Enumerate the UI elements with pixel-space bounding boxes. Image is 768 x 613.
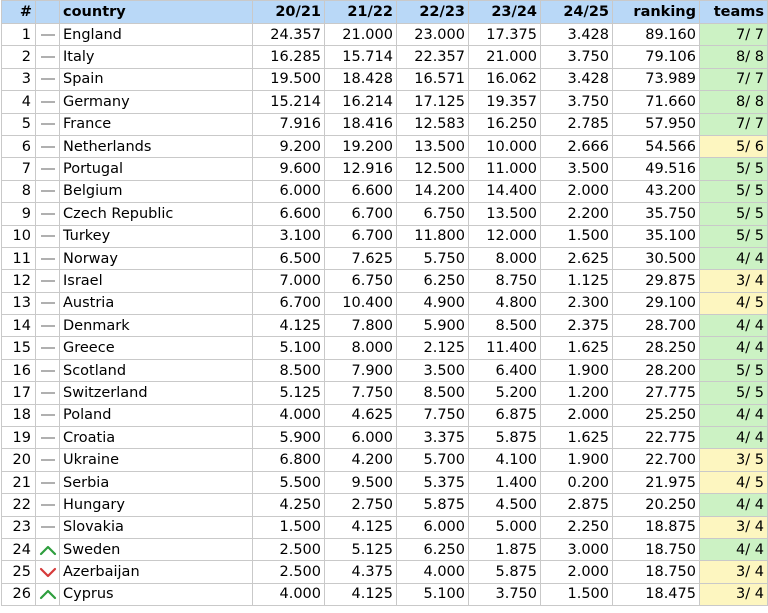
cell-teams: 3/ 4	[700, 583, 768, 605]
cell-rank: 25	[2, 561, 36, 583]
header-teams[interactable]: teams	[700, 1, 768, 24]
cell-teams: 7/ 7	[700, 113, 768, 135]
table-row	[2, 427, 768, 449]
arrow-down-icon	[36, 561, 60, 583]
cell-season-2425: 2.250	[541, 516, 613, 538]
cell-rank: 13	[2, 292, 36, 314]
cell-season-2223: 7.750	[397, 404, 469, 426]
cell-season-2425: 2.000	[541, 561, 613, 583]
cell-season-2122: 4.125	[325, 583, 397, 605]
cell-season-2122: 9.500	[325, 471, 397, 493]
cell-season-2021: 5.100	[253, 337, 325, 359]
table-row	[2, 203, 768, 225]
cell-season-2021: 8.500	[253, 359, 325, 381]
cell-season-2021: 5.125	[253, 382, 325, 404]
cell-season-2425: 2.300	[541, 292, 613, 314]
table-row	[2, 24, 768, 46]
cell-season-2425: 2.666	[541, 135, 613, 157]
header-trend	[36, 1, 60, 24]
cell-teams: 5/ 6	[700, 135, 768, 157]
cell-ranking: 28.200	[613, 359, 700, 381]
cell-country[interactable]: England	[60, 24, 253, 46]
cell-season-2223: 12.500	[397, 158, 469, 180]
no-change-icon	[36, 203, 60, 225]
cell-season-2122: 6.700	[325, 203, 397, 225]
cell-season-2021: 6.600	[253, 203, 325, 225]
cell-season-2122: 7.900	[325, 359, 397, 381]
cell-season-2122: 7.625	[325, 247, 397, 269]
cell-season-2021: 3.100	[253, 225, 325, 247]
cell-season-2425: 1.625	[541, 337, 613, 359]
table-row	[2, 247, 768, 269]
cell-season-2021: 6.500	[253, 247, 325, 269]
cell-country[interactable]: Italy	[60, 46, 253, 68]
cell-country[interactable]: Netherlands	[60, 135, 253, 157]
cell-ranking: 57.950	[613, 113, 700, 135]
cell-season-2223: 4.900	[397, 292, 469, 314]
cell-season-2223: 8.500	[397, 382, 469, 404]
cell-country[interactable]: Greece	[60, 337, 253, 359]
cell-season-2223: 5.900	[397, 315, 469, 337]
cell-season-2122: 6.000	[325, 427, 397, 449]
table-row	[2, 516, 768, 538]
table-row	[2, 471, 768, 493]
cell-season-2223: 6.000	[397, 516, 469, 538]
cell-season-2021: 7.916	[253, 113, 325, 135]
no-change-icon	[36, 337, 60, 359]
cell-ranking: 22.775	[613, 427, 700, 449]
table-row	[2, 135, 768, 157]
cell-season-2324: 6.875	[469, 404, 541, 426]
cell-ranking: 71.660	[613, 91, 700, 113]
cell-rank: 3	[2, 68, 36, 90]
table-row	[2, 538, 768, 560]
cell-teams: 5/ 5	[700, 203, 768, 225]
cell-season-2223: 5.100	[397, 583, 469, 605]
ranking-table	[1, 0, 768, 606]
cell-country[interactable]: Slovakia	[60, 516, 253, 538]
cell-season-2122: 5.125	[325, 538, 397, 560]
cell-season-2122: 4.200	[325, 449, 397, 471]
cell-season-2021: 6.800	[253, 449, 325, 471]
header-season-2122[interactable]: 21/22	[325, 1, 397, 24]
cell-season-2223: 6.250	[397, 270, 469, 292]
header-rank[interactable]: #	[2, 1, 36, 24]
cell-teams: 5/ 5	[700, 225, 768, 247]
cell-season-2122: 7.800	[325, 315, 397, 337]
table-row	[2, 180, 768, 202]
cell-season-2324: 8.750	[469, 270, 541, 292]
cell-season-2122: 2.750	[325, 494, 397, 516]
cell-season-2021: 6.700	[253, 292, 325, 314]
no-change-icon	[36, 158, 60, 180]
no-change-icon	[36, 225, 60, 247]
cell-teams: 8/ 8	[700, 91, 768, 113]
cell-ranking: 29.875	[613, 270, 700, 292]
cell-country[interactable]: Poland	[60, 404, 253, 426]
cell-season-2021: 2.500	[253, 538, 325, 560]
cell-season-2324: 8.500	[469, 315, 541, 337]
cell-season-2223: 3.500	[397, 359, 469, 381]
cell-country[interactable]: Serbia	[60, 471, 253, 493]
no-change-icon	[36, 516, 60, 538]
cell-season-2122: 6.600	[325, 180, 397, 202]
cell-rank: 26	[2, 583, 36, 605]
no-change-icon	[36, 91, 60, 113]
cell-country[interactable]: Germany	[60, 91, 253, 113]
cell-ranking: 29.100	[613, 292, 700, 314]
cell-season-2223: 23.000	[397, 24, 469, 46]
cell-teams: 4/ 4	[700, 315, 768, 337]
cell-ranking: 28.250	[613, 337, 700, 359]
cell-season-2324: 11.400	[469, 337, 541, 359]
cell-season-2324: 5.200	[469, 382, 541, 404]
cell-ranking: 35.750	[613, 203, 700, 225]
cell-season-2122: 8.000	[325, 337, 397, 359]
cell-season-2324: 6.400	[469, 359, 541, 381]
cell-teams: 4/ 4	[700, 337, 768, 359]
cell-ranking: 20.250	[613, 494, 700, 516]
table-row	[2, 270, 768, 292]
cell-country[interactable]: Czech Republic	[60, 203, 253, 225]
cell-season-2425: 2.625	[541, 247, 613, 269]
cell-season-2122: 4.125	[325, 516, 397, 538]
cell-teams: 8/ 8	[700, 46, 768, 68]
table-row	[2, 404, 768, 426]
cell-ranking: 21.975	[613, 471, 700, 493]
no-change-icon	[36, 46, 60, 68]
cell-season-2122: 4.625	[325, 404, 397, 426]
cell-rank: 6	[2, 135, 36, 157]
cell-teams: 4/ 4	[700, 538, 768, 560]
cell-ranking: 89.160	[613, 24, 700, 46]
table-row	[2, 68, 768, 90]
cell-rank: 1	[2, 24, 36, 46]
cell-season-2223: 5.700	[397, 449, 469, 471]
cell-season-2021: 1.500	[253, 516, 325, 538]
cell-season-2223: 2.125	[397, 337, 469, 359]
cell-season-2324: 19.357	[469, 91, 541, 113]
cell-season-2324: 17.375	[469, 24, 541, 46]
cell-season-2223: 4.000	[397, 561, 469, 583]
cell-teams: 7/ 7	[700, 24, 768, 46]
cell-rank: 5	[2, 113, 36, 135]
cell-season-2223: 5.375	[397, 471, 469, 493]
cell-ranking: 18.750	[613, 561, 700, 583]
table-row	[2, 561, 768, 583]
cell-season-2021: 2.500	[253, 561, 325, 583]
table-row	[2, 494, 768, 516]
cell-season-2324: 16.062	[469, 68, 541, 90]
cell-rank: 8	[2, 180, 36, 202]
cell-teams: 5/ 5	[700, 158, 768, 180]
cell-season-2425: 3.428	[541, 24, 613, 46]
cell-country[interactable]: Azerbaijan	[60, 561, 253, 583]
no-change-icon	[36, 68, 60, 90]
cell-season-2021: 4.250	[253, 494, 325, 516]
cell-season-2425: 1.900	[541, 359, 613, 381]
cell-teams: 4/ 4	[700, 247, 768, 269]
cell-rank: 9	[2, 203, 36, 225]
cell-season-2425: 2.000	[541, 404, 613, 426]
cell-season-2122: 12.916	[325, 158, 397, 180]
cell-season-2324: 5.875	[469, 561, 541, 583]
no-change-icon	[36, 247, 60, 269]
no-change-icon	[36, 382, 60, 404]
cell-rank: 10	[2, 225, 36, 247]
cell-season-2425: 1.500	[541, 225, 613, 247]
cell-country[interactable]: Turkey	[60, 225, 253, 247]
arrow-up-icon	[36, 538, 60, 560]
cell-rank: 18	[2, 404, 36, 426]
cell-season-2021: 24.357	[253, 24, 325, 46]
table-row	[2, 359, 768, 381]
cell-ranking: 18.875	[613, 516, 700, 538]
cell-season-2223: 3.375	[397, 427, 469, 449]
cell-season-2425: 2.375	[541, 315, 613, 337]
cell-teams: 5/ 5	[700, 382, 768, 404]
cell-season-2021: 16.285	[253, 46, 325, 68]
cell-season-2324: 4.100	[469, 449, 541, 471]
cell-season-2223: 6.250	[397, 538, 469, 560]
cell-country[interactable]: Spain	[60, 68, 253, 90]
cell-season-2021: 4.000	[253, 404, 325, 426]
cell-season-2425: 3.428	[541, 68, 613, 90]
cell-country[interactable]: Denmark	[60, 315, 253, 337]
cell-teams: 4/ 4	[700, 427, 768, 449]
cell-teams: 4/ 5	[700, 471, 768, 493]
cell-country[interactable]: Austria	[60, 292, 253, 314]
cell-season-2122: 18.428	[325, 68, 397, 90]
cell-season-2425: 3.000	[541, 538, 613, 560]
cell-country[interactable]: Belgium	[60, 180, 253, 202]
cell-season-2324: 4.800	[469, 292, 541, 314]
table-row	[2, 225, 768, 247]
table-row	[2, 158, 768, 180]
table-row	[2, 449, 768, 471]
cell-teams: 3/ 4	[700, 516, 768, 538]
cell-season-2021: 4.125	[253, 315, 325, 337]
cell-season-2122: 18.416	[325, 113, 397, 135]
cell-season-2021: 5.900	[253, 427, 325, 449]
cell-season-2425: 1.500	[541, 583, 613, 605]
cell-season-2425: 1.200	[541, 382, 613, 404]
cell-season-2122: 21.000	[325, 24, 397, 46]
cell-season-2122: 6.750	[325, 270, 397, 292]
cell-rank: 17	[2, 382, 36, 404]
cell-country[interactable]: Sweden	[60, 538, 253, 560]
no-change-icon	[36, 315, 60, 337]
cell-teams: 3/ 5	[700, 449, 768, 471]
table-row	[2, 292, 768, 314]
cell-season-2324: 4.500	[469, 494, 541, 516]
cell-ranking: 73.989	[613, 68, 700, 90]
cell-season-2223: 16.571	[397, 68, 469, 90]
cell-season-2324: 5.875	[469, 427, 541, 449]
cell-season-2425: 1.125	[541, 270, 613, 292]
cell-country[interactable]: Hungary	[60, 494, 253, 516]
cell-ranking: 25.250	[613, 404, 700, 426]
cell-rank: 2	[2, 46, 36, 68]
cell-season-2324: 12.000	[469, 225, 541, 247]
cell-season-2324: 8.000	[469, 247, 541, 269]
no-change-icon	[36, 359, 60, 381]
cell-season-2324: 1.400	[469, 471, 541, 493]
table-row	[2, 382, 768, 404]
no-change-icon	[36, 449, 60, 471]
cell-country[interactable]: Ukraine	[60, 449, 253, 471]
header-season-2021[interactable]: 20/21	[253, 1, 325, 24]
no-change-icon	[36, 113, 60, 135]
cell-country[interactable]: Cyprus	[60, 583, 253, 605]
cell-season-2425: 2.200	[541, 203, 613, 225]
cell-season-2425: 0.200	[541, 471, 613, 493]
cell-ranking: 18.750	[613, 538, 700, 560]
cell-season-2223: 5.875	[397, 494, 469, 516]
cell-country[interactable]: Croatia	[60, 427, 253, 449]
cell-season-2324: 16.250	[469, 113, 541, 135]
no-change-icon	[36, 292, 60, 314]
cell-rank: 19	[2, 427, 36, 449]
cell-country[interactable]: Portugal	[60, 158, 253, 180]
header-season-2425[interactable]: 24/25	[541, 1, 613, 24]
no-change-icon	[36, 135, 60, 157]
cell-country[interactable]: Norway	[60, 247, 253, 269]
cell-season-2223: 5.750	[397, 247, 469, 269]
cell-season-2021: 9.200	[253, 135, 325, 157]
cell-country[interactable]: France	[60, 113, 253, 135]
cell-season-2122: 19.200	[325, 135, 397, 157]
cell-teams: 7/ 7	[700, 68, 768, 90]
cell-season-2425: 3.500	[541, 158, 613, 180]
table-row	[2, 315, 768, 337]
cell-season-2122: 4.375	[325, 561, 397, 583]
cell-season-2324: 5.000	[469, 516, 541, 538]
table-row	[2, 583, 768, 605]
no-change-icon	[36, 180, 60, 202]
cell-rank: 23	[2, 516, 36, 538]
cell-season-2223: 17.125	[397, 91, 469, 113]
table-row	[2, 46, 768, 68]
arrow-up-icon	[36, 583, 60, 605]
cell-teams: 5/ 5	[700, 359, 768, 381]
cell-ranking: 22.700	[613, 449, 700, 471]
header-ranking[interactable]: ranking	[613, 1, 700, 24]
cell-season-2324: 21.000	[469, 46, 541, 68]
cell-season-2324: 1.875	[469, 538, 541, 560]
cell-ranking: 49.516	[613, 158, 700, 180]
cell-season-2425: 1.900	[541, 449, 613, 471]
no-change-icon	[36, 404, 60, 426]
cell-season-2122: 16.214	[325, 91, 397, 113]
cell-teams: 3/ 4	[700, 561, 768, 583]
cell-season-2021: 19.500	[253, 68, 325, 90]
table-row	[2, 91, 768, 113]
cell-ranking: 54.566	[613, 135, 700, 157]
cell-ranking: 30.500	[613, 247, 700, 269]
no-change-icon	[36, 270, 60, 292]
cell-ranking: 43.200	[613, 180, 700, 202]
no-change-icon	[36, 494, 60, 516]
table-row	[2, 113, 768, 135]
cell-season-2223: 14.200	[397, 180, 469, 202]
cell-rank: 4	[2, 91, 36, 113]
cell-teams: 4/ 4	[700, 404, 768, 426]
cell-rank: 20	[2, 449, 36, 471]
cell-teams: 5/ 5	[700, 180, 768, 202]
cell-season-2425: 2.000	[541, 180, 613, 202]
cell-season-2021: 15.214	[253, 91, 325, 113]
cell-season-2021: 6.000	[253, 180, 325, 202]
cell-ranking: 79.106	[613, 46, 700, 68]
cell-season-2122: 15.714	[325, 46, 397, 68]
cell-season-2425: 3.750	[541, 91, 613, 113]
cell-season-2425: 2.875	[541, 494, 613, 516]
cell-season-2223: 11.800	[397, 225, 469, 247]
cell-season-2425: 3.750	[541, 46, 613, 68]
no-change-icon	[36, 471, 60, 493]
no-change-icon	[36, 24, 60, 46]
cell-rank: 12	[2, 270, 36, 292]
cell-teams: 4/ 5	[700, 292, 768, 314]
cell-season-2021: 7.000	[253, 270, 325, 292]
cell-rank: 11	[2, 247, 36, 269]
cell-season-2324: 3.750	[469, 583, 541, 605]
cell-season-2425: 1.625	[541, 427, 613, 449]
cell-rank: 14	[2, 315, 36, 337]
cell-rank: 24	[2, 538, 36, 560]
header-season-2223[interactable]: 22/23	[397, 1, 469, 24]
cell-ranking: 28.700	[613, 315, 700, 337]
cell-season-2425: 2.785	[541, 113, 613, 135]
cell-teams: 4/ 4	[700, 494, 768, 516]
cell-rank: 16	[2, 359, 36, 381]
cell-ranking: 18.475	[613, 583, 700, 605]
cell-season-2223: 12.583	[397, 113, 469, 135]
cell-season-2122: 6.700	[325, 225, 397, 247]
header-row	[2, 1, 768, 24]
cell-season-2223: 22.357	[397, 46, 469, 68]
cell-ranking: 35.100	[613, 225, 700, 247]
cell-country[interactable]: Switzerland	[60, 382, 253, 404]
cell-teams: 3/ 4	[700, 270, 768, 292]
cell-season-2324: 10.000	[469, 135, 541, 157]
cell-rank: 22	[2, 494, 36, 516]
cell-country[interactable]: Scotland	[60, 359, 253, 381]
cell-rank: 15	[2, 337, 36, 359]
no-change-icon	[36, 427, 60, 449]
cell-season-2122: 10.400	[325, 292, 397, 314]
cell-rank: 21	[2, 471, 36, 493]
cell-season-2122: 7.750	[325, 382, 397, 404]
cell-season-2324: 11.000	[469, 158, 541, 180]
header-country[interactable]: country	[60, 1, 253, 24]
cell-season-2223: 13.500	[397, 135, 469, 157]
cell-season-2223: 6.750	[397, 203, 469, 225]
table-row	[2, 337, 768, 359]
cell-season-2324: 13.500	[469, 203, 541, 225]
cell-season-2021: 5.500	[253, 471, 325, 493]
cell-season-2021: 9.600	[253, 158, 325, 180]
cell-rank: 7	[2, 158, 36, 180]
cell-season-2021: 4.000	[253, 583, 325, 605]
header-season-2324[interactable]: 23/24	[469, 1, 541, 24]
cell-ranking: 27.775	[613, 382, 700, 404]
cell-country[interactable]: Israel	[60, 270, 253, 292]
cell-season-2324: 14.400	[469, 180, 541, 202]
